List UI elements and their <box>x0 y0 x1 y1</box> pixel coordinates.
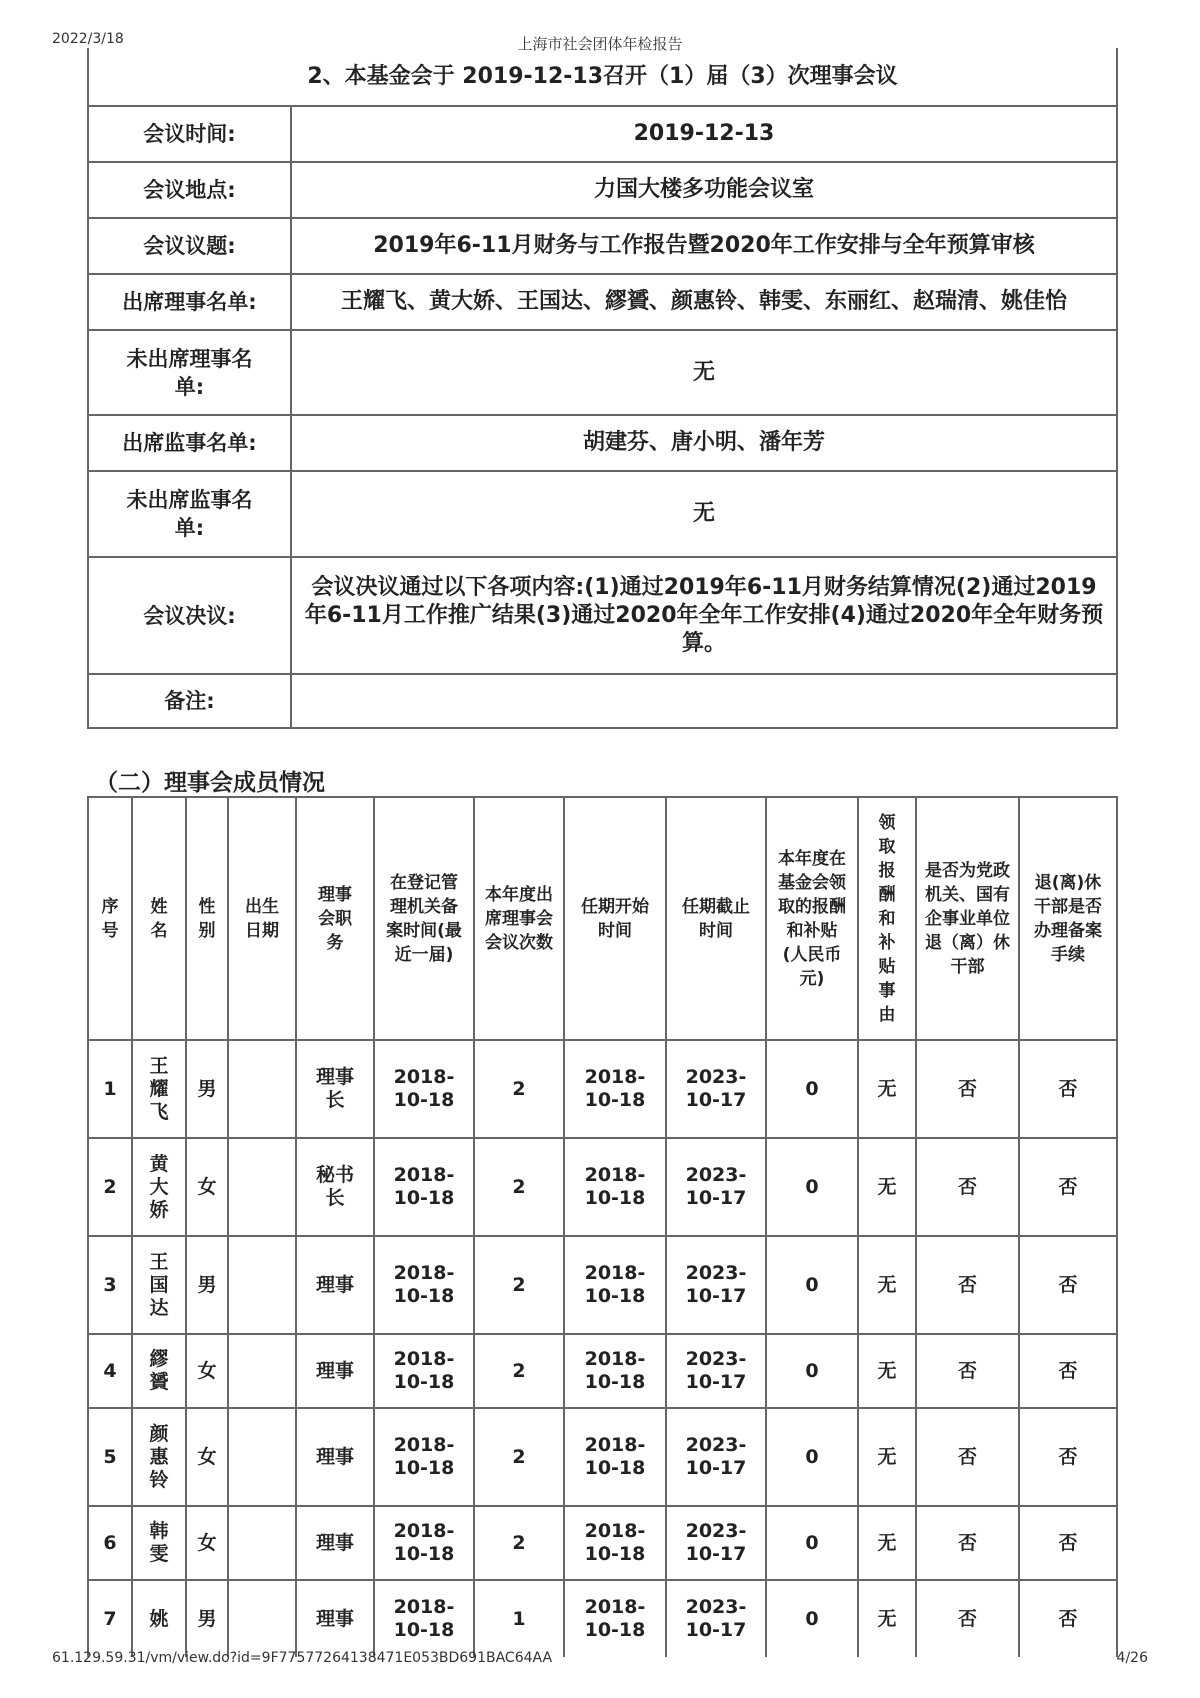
cell-end-text: 2023-10-17 <box>685 1520 747 1565</box>
cell-filed <box>374 1334 474 1408</box>
column-header <box>916 797 1019 1040</box>
cell-end <box>666 1334 766 1408</box>
meeting-label <box>88 471 291 557</box>
cell-birth <box>228 1138 296 1236</box>
meeting-row <box>88 415 1117 471</box>
cell-name <box>132 1580 186 1657</box>
cell-role-text: 理事 <box>315 1531 354 1554</box>
cell-start <box>564 1040 666 1138</box>
section-title: （二）理事会成员情况 <box>95 770 325 796</box>
cell-start <box>564 1138 666 1236</box>
cell-start <box>564 1580 666 1657</box>
cell-role-text: 理事 <box>315 1607 354 1630</box>
cell-name-text: 韩雯 <box>149 1520 169 1565</box>
cell-start-text: 2018-10-18 <box>584 1520 646 1565</box>
cell-filed-retired: 否 <box>1019 1236 1117 1334</box>
column-header-text: 是否为党政机关、国有企事业单位退（离）休干部 <box>925 860 1010 977</box>
cell-role <box>296 1580 374 1657</box>
column-header <box>1019 797 1117 1040</box>
column-header <box>474 797 564 1040</box>
cell-attend: 2 <box>474 1040 564 1138</box>
cell-filed-text: 2018-10-18 <box>393 1066 455 1111</box>
meeting-row <box>88 218 1117 274</box>
column-header-text: 任期截止时间 <box>682 896 750 941</box>
cell-filed <box>374 1040 474 1138</box>
meeting-value: 胡建芬、唐小明、潘年芳 <box>291 415 1117 471</box>
cell-filed <box>374 1506 474 1580</box>
table-row <box>88 1580 1117 1657</box>
cell-birth <box>228 1334 296 1408</box>
cell-role-text: 秘书长 <box>315 1164 354 1209</box>
meeting-label: 备注: <box>88 674 291 728</box>
cell-name-text: 颜惠铃 <box>149 1422 169 1491</box>
cell-filed-text: 2018-10-18 <box>393 1164 455 1209</box>
cell-end <box>666 1236 766 1334</box>
cell-filed-retired: 否 <box>1019 1334 1117 1408</box>
column-header <box>858 797 916 1040</box>
cell-attend: 2 <box>474 1506 564 1580</box>
meeting-row <box>88 162 1117 218</box>
meeting-value: 力国大楼多功能会议室 <box>291 162 1117 218</box>
cell-gender: 女 <box>186 1408 228 1506</box>
meeting-label: 出席理事名单: <box>88 274 291 330</box>
cell-start <box>564 1334 666 1408</box>
cell-name <box>132 1408 186 1506</box>
meeting-label <box>88 330 291 415</box>
cell-retired: 否 <box>916 1138 1019 1236</box>
column-header <box>374 797 474 1040</box>
cell-name-text: 黄大娇 <box>149 1152 169 1221</box>
cell-pay: 0 <box>766 1506 858 1580</box>
cell-filed-text: 2018-10-18 <box>393 1348 455 1393</box>
cell-role-text: 理事 <box>315 1273 354 1296</box>
column-header-text: 本年度在基金会领取的报酬和补贴(人民币元) <box>778 848 846 989</box>
cell-reason: 无 <box>858 1334 916 1408</box>
cell-filed-retired: 否 <box>1019 1040 1117 1138</box>
column-header-text: 本年度出席理事会会议次数 <box>485 884 553 953</box>
cell-name <box>132 1138 186 1236</box>
cell-start-text: 2018-10-18 <box>584 1434 646 1479</box>
cell-pay: 0 <box>766 1138 858 1236</box>
meeting-row <box>88 674 1117 728</box>
meeting-label: 会议决议: <box>88 557 291 674</box>
cell-start-text: 2018-10-18 <box>584 1066 646 1111</box>
cell-attend: 2 <box>474 1408 564 1506</box>
column-header <box>766 797 858 1040</box>
cell-name <box>132 1334 186 1408</box>
cell-reason: 无 <box>858 1408 916 1506</box>
print-title: 上海市社会团体年检报告 <box>517 35 683 53</box>
cell-filed-retired: 否 <box>1019 1408 1117 1506</box>
cell-gender: 男 <box>186 1236 228 1334</box>
cell-role <box>296 1040 374 1138</box>
meeting-value: 会议决议通过以下各项内容:(1)通过2019年6-11月财务结算情况(2)通过2019年6-11月工作推广结果(3)通过2020年全年工作安排(4)通过2020年全年财务预算。 <box>291 557 1117 674</box>
meeting-label: 会议时间: <box>88 106 291 162</box>
cell-name <box>132 1506 186 1580</box>
cell-no: 7 <box>88 1580 132 1657</box>
cell-role <box>296 1138 374 1236</box>
cell-filed <box>374 1138 474 1236</box>
meeting-value: 2019-12-13 <box>291 106 1117 162</box>
cell-role-text: 理事 <box>315 1359 354 1382</box>
table-row <box>88 1040 1117 1138</box>
cell-no: 3 <box>88 1236 132 1334</box>
cell-filed-text: 2018-10-18 <box>393 1434 455 1479</box>
meeting-label-text: 未出席监事名单: <box>126 488 253 540</box>
cell-pay: 0 <box>766 1334 858 1408</box>
cell-gender: 男 <box>186 1580 228 1657</box>
cell-pay: 0 <box>766 1408 858 1506</box>
cell-retired: 否 <box>916 1506 1019 1580</box>
cell-birth <box>228 1506 296 1580</box>
column-header-text: 出生日期 <box>245 896 279 941</box>
meeting-value <box>291 674 1117 728</box>
meeting-row <box>88 330 1117 415</box>
cell-gender: 女 <box>186 1334 228 1408</box>
table-row <box>88 1138 1117 1236</box>
cell-end <box>666 1040 766 1138</box>
cell-name <box>132 1236 186 1334</box>
cell-pay: 0 <box>766 1580 858 1657</box>
meeting-heading: 2、本基金会于 2019-12-13召开（1）届（3）次理事会议 <box>88 48 1117 106</box>
cell-role <box>296 1506 374 1580</box>
cell-end <box>666 1138 766 1236</box>
cell-filed-text: 2018-10-18 <box>393 1520 455 1565</box>
column-header-text: 理事会职务 <box>318 884 352 953</box>
cell-filed <box>374 1408 474 1506</box>
cell-no: 5 <box>88 1408 132 1506</box>
meeting-label: 会议地点: <box>88 162 291 218</box>
column-header <box>564 797 666 1040</box>
column-header <box>88 797 132 1040</box>
column-header <box>132 797 186 1040</box>
cell-end-text: 2023-10-17 <box>685 1262 747 1307</box>
cell-role-text: 理事 <box>315 1445 354 1468</box>
meeting-value: 2019年6-11月财务与工作报告暨2020年工作安排与全年预算审核 <box>291 218 1117 274</box>
cell-start-text: 2018-10-18 <box>584 1596 646 1641</box>
table-row <box>88 1236 1117 1334</box>
cell-end-text: 2023-10-17 <box>685 1164 747 1209</box>
cell-start-text: 2018-10-18 <box>584 1262 646 1307</box>
cell-no: 1 <box>88 1040 132 1138</box>
page-url: 61.129.59.31/vm/view.do?id=9F77577264138471E053BD691BAC64AA <box>52 1650 553 1666</box>
meeting-row <box>88 471 1117 557</box>
table-row <box>88 1408 1117 1506</box>
cell-reason: 无 <box>858 1580 916 1657</box>
cell-pay: 0 <box>766 1040 858 1138</box>
table-row <box>88 1334 1117 1408</box>
members-header-row <box>88 797 1117 1040</box>
cell-filed-retired: 否 <box>1019 1506 1117 1580</box>
column-header <box>228 797 296 1040</box>
cell-start-text: 2018-10-18 <box>584 1164 646 1209</box>
cell-start <box>564 1408 666 1506</box>
cell-name-text: 姚 <box>149 1607 169 1630</box>
cell-end <box>666 1408 766 1506</box>
meeting-row <box>88 557 1117 674</box>
column-header <box>666 797 766 1040</box>
cell-reason: 无 <box>858 1506 916 1580</box>
cell-end-text: 2023-10-17 <box>685 1434 747 1479</box>
column-header <box>186 797 228 1040</box>
cell-birth <box>228 1236 296 1334</box>
print-date: 2022/3/18 <box>52 31 124 47</box>
column-header-text: 性别 <box>198 896 216 941</box>
cell-birth <box>228 1040 296 1138</box>
cell-retired: 否 <box>916 1580 1019 1657</box>
cell-filed-retired: 否 <box>1019 1138 1117 1236</box>
cell-end-text: 2023-10-17 <box>685 1066 747 1111</box>
meeting-value: 无 <box>291 330 1117 415</box>
cell-end <box>666 1580 766 1657</box>
column-header-text: 在登记管理机关备案时间(最近一届) <box>386 872 462 965</box>
cell-pay: 0 <box>766 1236 858 1334</box>
cell-role-text: 理事长 <box>315 1066 354 1111</box>
members-table <box>87 796 1118 1657</box>
cell-filed-retired: 否 <box>1019 1580 1117 1657</box>
meeting-label: 出席监事名单: <box>88 415 291 471</box>
cell-name-text: 王耀飞 <box>149 1054 169 1123</box>
cell-start-text: 2018-10-18 <box>584 1348 646 1393</box>
cell-reason: 无 <box>858 1138 916 1236</box>
cell-retired: 否 <box>916 1334 1019 1408</box>
cell-reason: 无 <box>858 1236 916 1334</box>
column-header-text: 任期开始时间 <box>581 896 649 941</box>
cell-attend: 1 <box>474 1580 564 1657</box>
cell-name-text: 繆贇 <box>149 1348 169 1393</box>
cell-no: 2 <box>88 1138 132 1236</box>
cell-start <box>564 1236 666 1334</box>
cell-name <box>132 1040 186 1138</box>
cell-attend: 2 <box>474 1138 564 1236</box>
cell-no: 4 <box>88 1334 132 1408</box>
cell-filed <box>374 1580 474 1657</box>
cell-role <box>296 1334 374 1408</box>
cell-attend: 2 <box>474 1236 564 1334</box>
meeting-value: 无 <box>291 471 1117 557</box>
column-header-text: 姓名 <box>150 896 168 941</box>
meeting-row <box>88 274 1117 330</box>
cell-filed-text: 2018-10-18 <box>393 1262 455 1307</box>
cell-reason: 无 <box>858 1040 916 1138</box>
cell-filed <box>374 1236 474 1334</box>
column-header <box>296 797 374 1040</box>
meeting-heading-row <box>88 48 1117 106</box>
cell-name-text: 王国达 <box>149 1250 169 1319</box>
cell-birth <box>228 1408 296 1506</box>
column-header-text: 序号 <box>101 896 119 941</box>
meeting-row <box>88 106 1117 162</box>
cell-end-text: 2023-10-17 <box>685 1348 747 1393</box>
meeting-value: 王耀飞、黄大娇、王国达、繆贇、颜惠铃、韩雯、东丽红、赵瑞清、姚佳怡 <box>291 274 1117 330</box>
meeting-table <box>87 48 1118 729</box>
cell-end <box>666 1506 766 1580</box>
cell-gender: 女 <box>186 1138 228 1236</box>
column-header-text: 领取报酬和补贴事由 <box>878 812 896 1025</box>
cell-end-text: 2023-10-17 <box>685 1596 747 1641</box>
cell-gender: 男 <box>186 1040 228 1138</box>
cell-retired: 否 <box>916 1236 1019 1334</box>
cell-attend: 2 <box>474 1334 564 1408</box>
column-header-text: 退(离)休干部是否办理备案手续 <box>1034 872 1102 965</box>
cell-role <box>296 1408 374 1506</box>
meeting-label: 会议议题: <box>88 218 291 274</box>
cell-filed-text: 2018-10-18 <box>393 1596 455 1641</box>
cell-role <box>296 1236 374 1334</box>
cell-retired: 否 <box>916 1040 1019 1138</box>
table-row <box>88 1506 1117 1580</box>
meeting-label-text: 未出席理事名单: <box>126 346 253 399</box>
cell-retired: 否 <box>916 1408 1019 1506</box>
page-number: 4/26 <box>1116 1650 1148 1666</box>
cell-start <box>564 1506 666 1580</box>
cell-no: 6 <box>88 1506 132 1580</box>
cell-birth <box>228 1580 296 1657</box>
cell-gender: 女 <box>186 1506 228 1580</box>
